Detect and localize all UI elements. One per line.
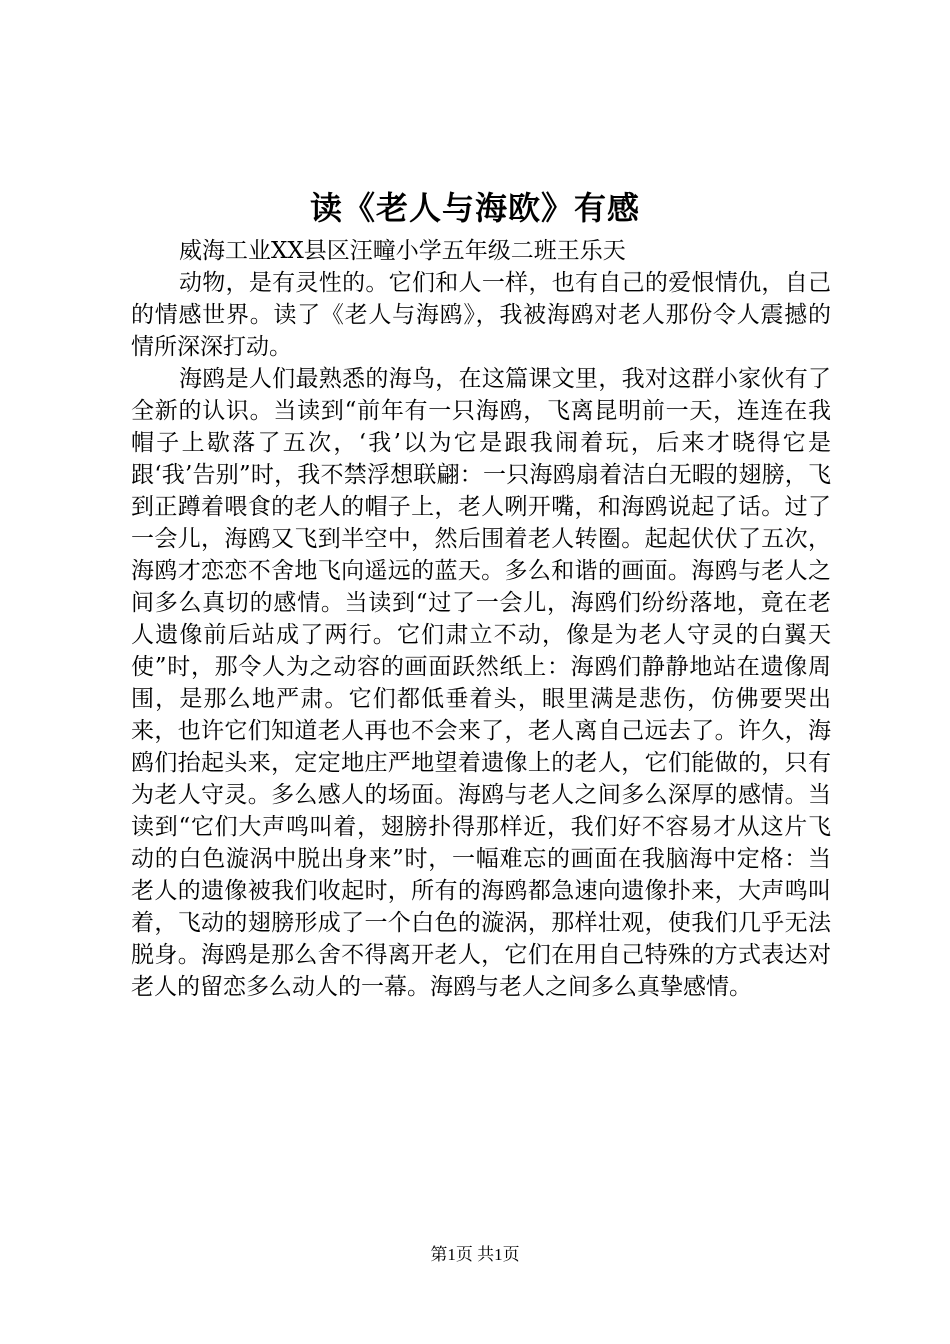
paragraph: 动物，是有灵性的。它们和人一样，也有自己的爱恨情仇，自己的情感世界。读了《老人与海鸥》，我被海鸥对老人那份令人震撼的情所深深打动。	[131, 270, 831, 360]
document-body	[131, 235, 831, 1003]
page-footer: 第1页 共1页	[430, 1245, 520, 1264]
paragraph: 海鸥是人们最熟悉的海鸟，在这篇课文里，我对这群小家伙有了全新的认识。当读到“前年有一只海鸥，飞离昆明前一天，连连在我帽子上歇落了五次，‘我’以为它是跟我闹着玩，后来才晓得它是跟‘我’告别”时，我不禁浮想联翩：一只海鸥扇着洁白无暇的翅膀，飞到正蹲着喂食的老人的帽子上，老人咧开嘴，和海鸥说起了话。过了一会儿，海鸥又飞到半空中，然后围着老人转圈。起起伏伏了五次，海鸥才恋恋不舍地飞向遥远的蓝天。多么和谐的画面。海鸥与老人之间多么真切的感情。当读到“过了一会儿，海鸥们纷纷落地，竟在老人遗像前后站成了两行。它们肃立不动，像是为老人守灵的白翼天使”时，那令人为之动容的画面跃然纸上：海鸥们静静地站在遗像周围，是那么地严肃。它们都低垂着头，眼里满是悲伤，仿佛要哭出来，也许它们知道老人再也不会来了，老人离自己远去了。许久，海鸥们抬起头来，定定地庄严地望着遗像上的老人，它们能做的，只有为老人守灵。多么感人的场面。海鸥与老人之间多么深厚的感情。当读到“它们大声鸣叫着，翅膀扑得那样近，我们好不容易才从这片飞动的白色漩涡中脱出身来”时，一幅难忘的画面在我脑海中定格：当老人的遗像被我们收起时，所有的海鸥都急速向遗像扑来，大声鸣叫着，飞动的翅膀形成了一个白色的漩涡，那样壮观，使我们几乎无法脱身。海鸥是那么舍不得离开老人，它们在用自己特殊的方式表达对老人的留恋多么动人的一幕。海鸥与老人之间多么真挚感情。	[131, 366, 831, 1000]
byline: 威海工业XX县区汪疃小学五年级二班王乐天	[179, 238, 626, 264]
document-title: 读《老人与海欧》有感	[309, 189, 640, 227]
